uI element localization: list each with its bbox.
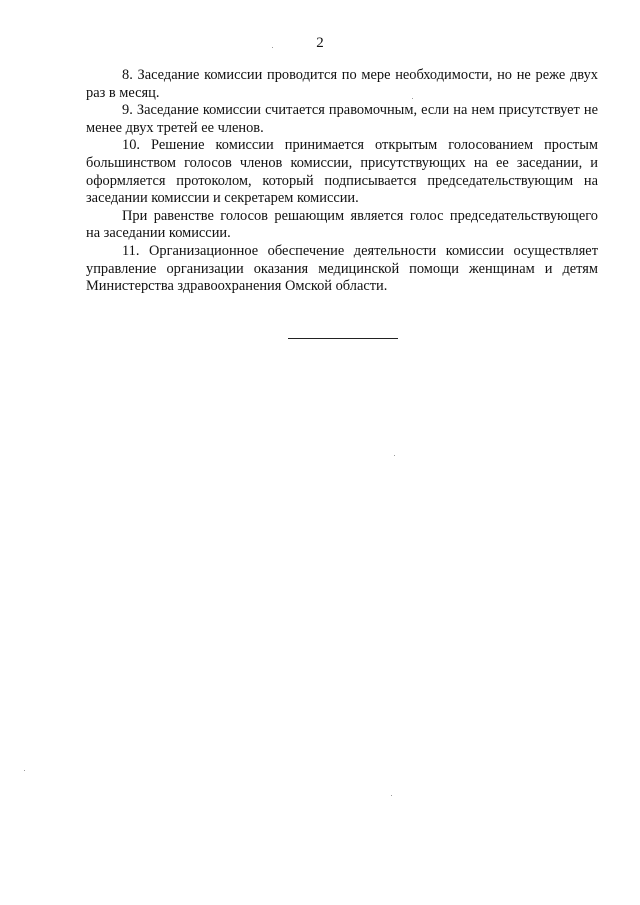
paragraph-tie-vote: При равенстве голосов решающим является голос председательствующего на заседании комиссии. (86, 207, 598, 242)
scan-speck (24, 770, 25, 771)
scan-speck (394, 455, 395, 456)
page-number: 2 (316, 35, 324, 51)
end-separator-line (288, 338, 398, 339)
scan-speck (272, 47, 273, 48)
paragraph-9: 9. Заседание комиссии считается правомочным, если на нем присутствует не менее двух третей ее членов. (86, 102, 598, 136)
scan-speck (391, 795, 392, 796)
scan-speck (412, 98, 413, 99)
paragraph-10: 10. Решение комиссии принимается открытым голосованием простым большинством голосов членов комиссии, присутствующих на ее заседании, и оформляется протоколом, который подписывается председательствующим на заседании комиссии и секретарем комиссии. (86, 137, 598, 207)
document-body (86, 67, 598, 296)
paragraph-8: 8. Заседание комиссии проводится по мере необходимости, но не реже двух раз в месяц. (86, 67, 598, 101)
paragraph-11: 11. Организационное обеспечение деятельности комиссии осуществляет управление организации оказания медицинской помощи женщинам и детям Министерства здравоохранения Омской области. (86, 242, 598, 295)
